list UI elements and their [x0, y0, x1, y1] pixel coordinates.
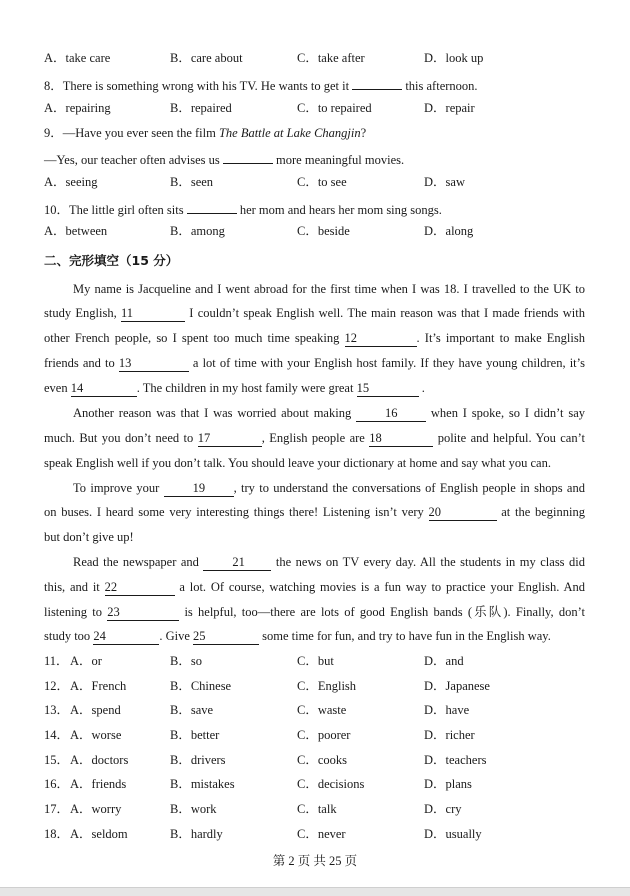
passage-text: study English, [44, 306, 121, 320]
film-title: The Battle at Lake Changjin [218, 126, 361, 140]
option-c: C．decisions [297, 777, 365, 791]
blank-12: 12 [345, 331, 417, 347]
question-10 [44, 198, 442, 216]
option-d: D．along [424, 224, 474, 238]
blank-25: 25 [193, 629, 259, 645]
passage-line [44, 379, 585, 397]
option-d: D．usually [424, 827, 482, 841]
blank-21: 21 [203, 555, 271, 571]
option-b: B．work [170, 802, 217, 816]
option-b: B．seen [170, 175, 214, 189]
option-d: D．look up [424, 51, 484, 65]
blank-14: 14 [71, 381, 137, 397]
blank-13: 13 [119, 356, 189, 372]
passage-text: . Give [159, 629, 193, 643]
option-b: B．better [170, 728, 220, 742]
option-b: B．save [170, 703, 214, 717]
blank-22: 22 [105, 580, 175, 596]
section-heading: 二、完形填空（15 分） [44, 253, 179, 268]
answer-blank [352, 74, 402, 90]
passage-line [44, 454, 585, 472]
option-c: C．beside [297, 224, 350, 238]
option-a: A．take care [44, 51, 111, 65]
blank-20: 20 [429, 505, 497, 521]
question-text: 10．The little girl often sits [44, 203, 187, 217]
question-number: 11． [44, 654, 69, 668]
option-a: A．or [70, 654, 102, 668]
question-number: 16． [44, 777, 70, 791]
question-8 [44, 74, 478, 92]
passage-text: when I spoke, so I didn’t say [426, 406, 585, 420]
passage-line [44, 429, 585, 447]
passage-line [44, 528, 585, 546]
passage-line [44, 354, 585, 372]
passage-text: Another reason was that I was worried about making [73, 406, 357, 420]
passage-text: study too [44, 629, 94, 643]
option-b: B．so [170, 654, 202, 668]
question-text: her mom and hears her mom sing songs. [236, 203, 442, 217]
passage-text: this, and it [44, 580, 105, 594]
passage-text: listening to [44, 605, 108, 619]
passage-text: . It’s important to make English [416, 331, 585, 345]
option-b: B．drivers [170, 753, 226, 767]
passage-text: . [418, 381, 425, 395]
passage-text: but don’t give up! [44, 530, 134, 544]
option-b: B．mistakes [170, 777, 235, 791]
option-a: A．worse [70, 728, 122, 742]
passage-text: on buses. I heard some very interesting things there! Listening isn’t very [44, 505, 429, 519]
option-c: C．talk [297, 802, 337, 816]
passage-text: speak English well if you don’t talk. You should leave your dictionary at home and say what you can. [44, 456, 551, 470]
question-number: 14． [44, 728, 70, 742]
passage-text: I couldn’t speak English well. The main reason was that I made friends with [184, 306, 585, 320]
option-b: B．care about [170, 51, 243, 65]
passage-line [44, 404, 585, 422]
passage-text: is helpful, too—there are lots of good English bands (乐队). Finally, don’t [179, 605, 585, 619]
option-b: B．Chinese [170, 679, 232, 693]
question-number: 15． [44, 753, 70, 767]
passage-text: a lot of time with your English host family. If they have young children, it’s [188, 356, 585, 370]
option-a: A．between [44, 224, 108, 238]
option-a: A．French [70, 679, 127, 693]
passage-text: Read the newspaper and [73, 555, 204, 569]
option-d: D．Japanese [424, 679, 490, 693]
option-d: D．have [424, 703, 470, 717]
option-d: D．richer [424, 728, 475, 742]
option-d: D．plans [424, 777, 472, 791]
passage-text: the news on TV every day. All the students in my class did [271, 555, 586, 569]
passage-text: at the beginning [496, 505, 585, 519]
option-c: C．take after [297, 51, 365, 65]
option-c: C．cooks [297, 753, 348, 767]
blank-23: 23 [107, 605, 179, 621]
question-text: —Yes, our teacher often advises us [44, 153, 223, 167]
option-a: A．seeing [44, 175, 98, 189]
passage-line [44, 627, 585, 645]
passage-text: a lot. Of course, watching movies is a fun way to practice your English. And [174, 580, 585, 594]
passage-line [44, 578, 585, 596]
question-number: 17． [44, 802, 70, 816]
option-b: B．among [170, 224, 225, 238]
question-number: 13． [44, 703, 70, 717]
passage-line [44, 603, 585, 621]
passage-text: even [44, 381, 71, 395]
option-a: A．friends [70, 777, 127, 791]
option-d: D．repair [424, 101, 475, 115]
passage-text: much. But you don’t need to [44, 431, 198, 445]
answer-blank [223, 148, 273, 164]
option-b: B．repaired [170, 101, 232, 115]
answer-blank [187, 198, 237, 214]
option-c: C．to repaired [297, 101, 372, 115]
passage-text: some time for fun, and try to have fun in the English way. [259, 629, 551, 643]
question-text: ? [360, 126, 367, 140]
blank-24: 24 [93, 629, 159, 645]
passage-line [44, 503, 585, 521]
option-d: D．cry [424, 802, 462, 816]
option-d: D．teachers [424, 753, 487, 767]
passage-line [44, 329, 585, 347]
passage-text: , English people are [261, 431, 370, 445]
blank-18: 18 [369, 431, 433, 447]
passage-text: My name is Jacqueline and I went abroad for the first time when I was 18. I travelled to the UK to [73, 282, 585, 296]
question-text: 9．—Have you ever seen the film [44, 126, 219, 140]
option-d: D．and [424, 654, 464, 668]
option-a: A．doctors [70, 753, 129, 767]
blank-16: 16 [356, 406, 426, 422]
option-a: A．repairing [44, 101, 111, 115]
question-9 [44, 124, 366, 142]
question-number: 12． [44, 679, 70, 693]
question-9-response [44, 148, 404, 166]
option-c: C．never [297, 827, 346, 841]
passage-text: other French people, so I spent too much time speaking [44, 331, 345, 345]
option-a: A．seldom [70, 827, 128, 841]
option-c: C．to see [297, 175, 347, 189]
question-text: this afternoon. [402, 79, 478, 93]
option-c: C．but [297, 654, 334, 668]
option-c: C．poorer [297, 728, 351, 742]
passage-text: , try to understand the conversations of English people in shops and [233, 481, 585, 495]
option-c: C．waste [297, 703, 347, 717]
passage-line [44, 479, 585, 497]
question-number: 18． [44, 827, 70, 841]
passage-text: To improve your [73, 481, 164, 495]
question-text: more meaningful movies. [272, 153, 405, 167]
option-c: C．English [297, 679, 357, 693]
passage-text: polite and helpful. You can’t [433, 431, 585, 445]
blank-17: 17 [198, 431, 262, 447]
blank-19: 19 [164, 481, 234, 497]
page-footer: 第 2 页 共 25 页 [272, 854, 358, 868]
passage-text: friends and to [44, 356, 119, 370]
passage-line [44, 280, 585, 298]
option-b: B．hardly [170, 827, 223, 841]
passage-text: . The children in my host family were great [136, 381, 357, 395]
blank-11: 11 [121, 306, 185, 322]
option-a: A．spend [70, 703, 121, 717]
passage-line [44, 553, 585, 571]
question-text: 8．There is something wrong with his TV. He wants to get it [44, 79, 353, 93]
option-d: D．saw [424, 175, 465, 189]
option-a: A．worry [70, 802, 122, 816]
passage-line [44, 304, 585, 322]
blank-15: 15 [357, 381, 419, 397]
